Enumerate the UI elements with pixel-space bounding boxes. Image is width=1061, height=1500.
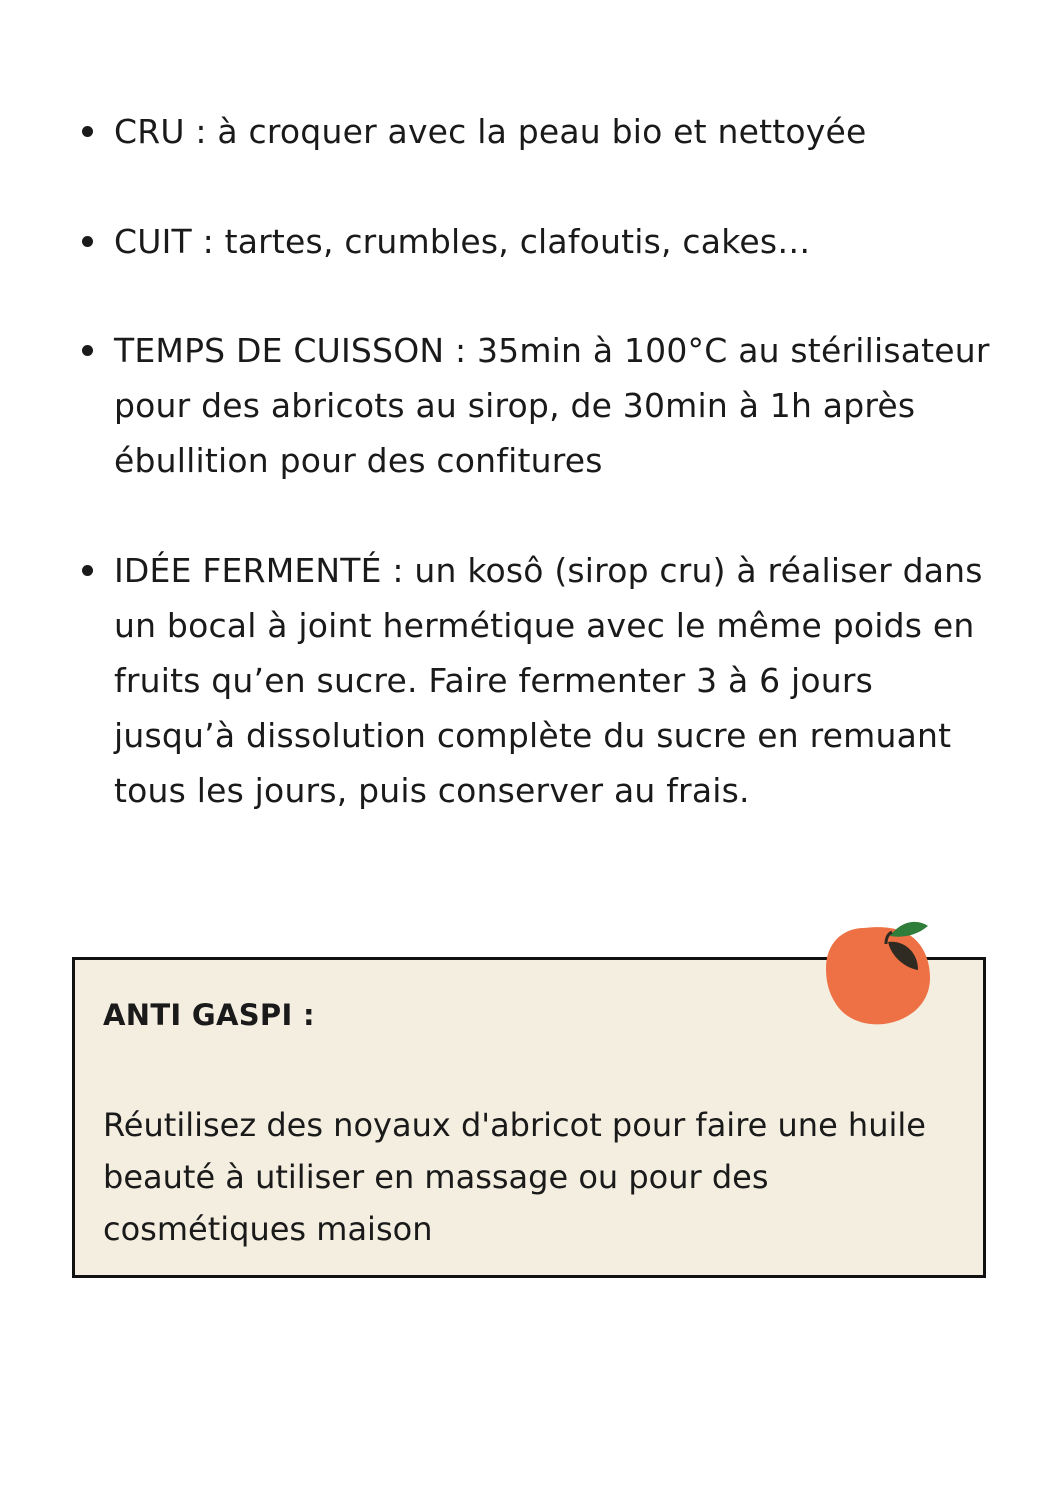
apricot-fruit — [826, 927, 930, 1024]
tip-raw-text: CRU : à croquer avec la peau bio et nettoyée — [114, 112, 867, 151]
apricot-icon — [820, 918, 938, 1030]
bullet-dot — [82, 236, 93, 247]
tip-cooked-text: CUIT : tartes, crumbles, clafoutis, cakes… — [114, 222, 811, 261]
tip-raw — [114, 104, 1014, 159]
bullet-dot — [82, 126, 93, 137]
tip-fermented-text: IDÉE FERMENTÉ : un kosô (sirop cru) à réaliser dans un bocal à joint hermétique avec le même poids en fruits qu’en sucre. Faire fermenter 3 à 6 jours jusqu’à dissolution complète du sucre en remuant tous les jours, puis conserver au frais. — [114, 551, 983, 810]
anti-gaspi-body: Réutilisez des noyaux d'abricot pour faire une huile beauté à utiliser en massage ou pour des cosmétiques maison — [103, 1106, 926, 1248]
anti-gaspi-title: ANTI GASPI : — [103, 998, 315, 1032]
tip-cooking-time-text: TEMPS DE CUISSON : 35min à 100°C au stérilisateur pour des abricots au sirop, de 30min à 1h après ébullition pour des confitures — [114, 331, 990, 480]
bullet-dot — [82, 345, 93, 356]
tip-cooked — [114, 214, 1014, 269]
tip-fermented — [114, 543, 989, 818]
bullet-dot — [82, 565, 93, 576]
tip-cooking-time — [114, 323, 1004, 488]
